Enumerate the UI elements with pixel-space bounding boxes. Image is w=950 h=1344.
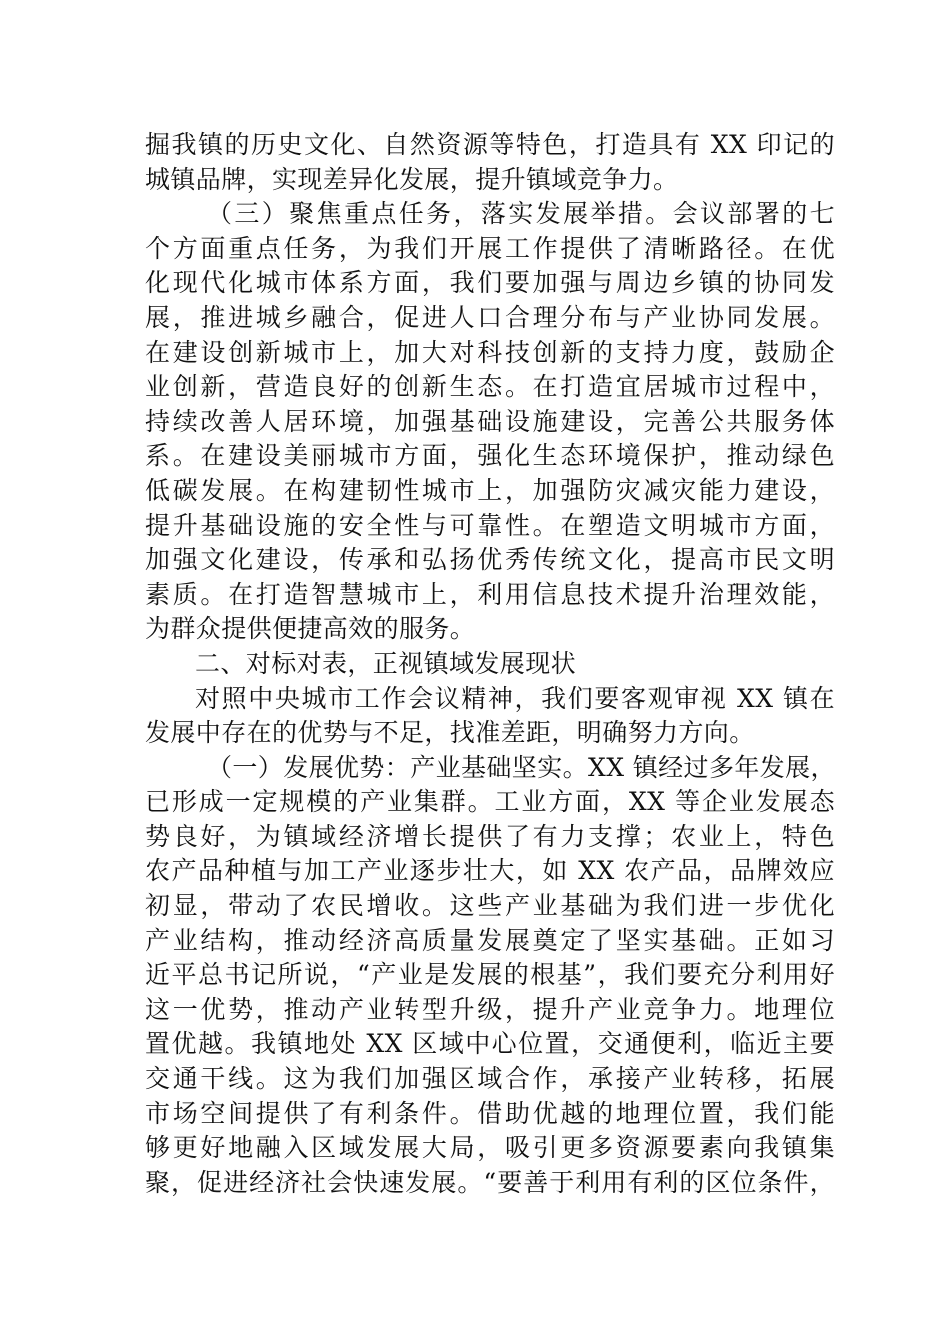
text-line: （三）聚焦重点任务，落实发展举措。会议部署的七 [207, 199, 835, 229]
text-line: 近平总书记所说，“产业是发展的根基”，我们要充分利用好 [145, 960, 835, 990]
text-line: 业创新，营造良好的创新生态。在打造宜居城市过程中， [145, 372, 835, 402]
text-line: 掘我镇的历史文化、自然资源等特色，打造具有 XX 印记的 [145, 130, 835, 159]
text-line: 产业结构，推动经济高质量发展奠定了坚实基础。正如习 [145, 925, 835, 955]
text-line: 化现代化城市体系方面，我们要加强与周边乡镇的协同发 [145, 268, 835, 298]
text-line: 初显，带动了农民增收。这些产业基础为我们进一步优化 [145, 891, 835, 921]
paragraph [145, 197, 835, 647]
text-line: 提升基础设施的安全性与可靠性。在塑造文明城市方面， [145, 510, 835, 540]
text-line: 持续改善人居环境，加强基础设施建设，完善公共服务体 [145, 406, 835, 436]
section-heading [145, 647, 835, 682]
text-line: 这一优势，推动产业转型升级，提升产业竞争力。地理位 [145, 994, 835, 1024]
text-line: 置优越。我镇地处 XX 区域中心位置，交通便利，临近主要 [145, 1029, 835, 1059]
text-line: 发展中存在的优势与不足，找准差距，明确努力方向。 [145, 718, 755, 748]
text-line: 展，推进城乡融合，促进人口合理分布与产业协同发展。 [145, 302, 835, 332]
text-line: 交通干线。这为我们加强区域合作，承接产业转移，拓展 [145, 1064, 835, 1094]
text-line: 系。在建设美丽城市方面，强化生态环境保护，推动绿色 [145, 441, 835, 471]
text-line: 聚，促进经济社会快速发展。“要善于利用有利的区位条件， [145, 1167, 835, 1197]
heading-text: 二、对标对表，正视镇域发展现状 [195, 648, 577, 678]
text-line: 加强文化建设，传承和弘扬优秀传统文化，提高市民文明 [145, 545, 835, 575]
document-page [145, 128, 835, 1200]
text-line: 已形成一定规模的产业集群。工业方面，XX 等企业发展态 [145, 787, 835, 817]
text-line: 个方面重点任务，为我们开展工作提供了清晰路径。在优 [145, 233, 835, 263]
text-line: 够更好地融入区域发展大局，吸引更多资源要素向我镇集 [145, 1133, 835, 1163]
text-line: （一）发展优势：产业基础坚实。XX 镇经过多年发展， [207, 752, 836, 782]
text-line: 城镇品牌，实现差异化发展，提升镇域竞争力。 [145, 164, 679, 194]
paragraph [145, 751, 835, 1201]
text-line: 在建设创新城市上，加大对科技创新的支持力度，鼓励企 [145, 337, 835, 367]
text-line: 为群众提供便捷高效的服务。 [145, 614, 476, 644]
text-line: 农产品种植与加工产业逐步壮大，如 XX 农产品，品牌效应 [145, 856, 835, 886]
text-line: 素质。在打造智慧城市上，利用信息技术提升治理效能， [145, 579, 835, 609]
text-line: 低碳发展。在构建韧性城市上，加强防灾减灾能力建设， [145, 475, 835, 505]
text-line: 对照中央城市工作会议精神，我们要客观审视 XX 镇在 [195, 683, 835, 713]
paragraph [145, 682, 835, 751]
paragraph [145, 128, 835, 197]
text-line: 市场空间提供了有利条件。借助优越的地理位置，我们能 [145, 1098, 835, 1128]
text-line: 势良好，为镇域经济增长提供了有力支撑；农业上，特色 [145, 821, 835, 851]
